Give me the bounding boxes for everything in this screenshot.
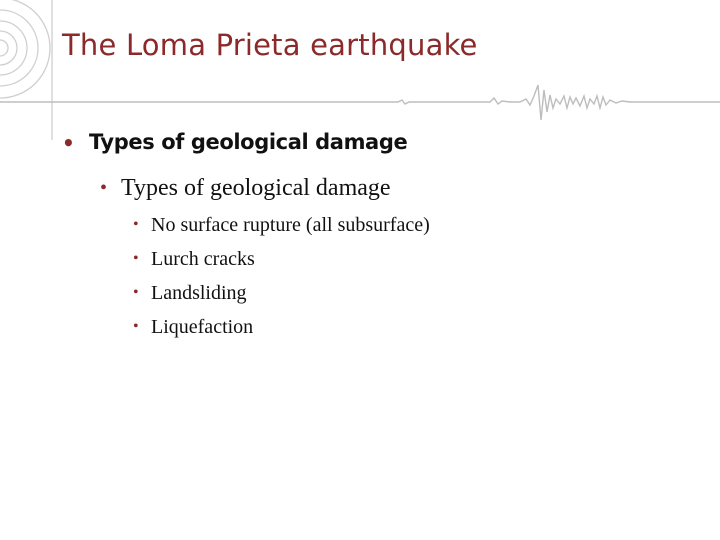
bullet-dot-icon: • bbox=[133, 216, 139, 233]
bullet-dot-icon: • bbox=[100, 177, 108, 199]
bullet-level2 bbox=[100, 175, 391, 202]
bullet-dot-icon: • bbox=[62, 131, 75, 155]
bullet-dot-icon: • bbox=[133, 318, 139, 335]
bullet-level3-text: Landsliding bbox=[151, 282, 247, 304]
bullet-level3-text: No surface rupture (all subsurface) bbox=[151, 214, 430, 236]
bullet-level3-item bbox=[133, 214, 430, 237]
bullet-level3-item bbox=[133, 282, 247, 305]
bullet-level1-text: Types of geological damage bbox=[89, 130, 408, 154]
bullet-level3-text: Lurch cracks bbox=[151, 248, 255, 270]
bullet-level1 bbox=[62, 130, 407, 154]
bullet-level3-text: Liquefaction bbox=[151, 316, 254, 338]
slide-title: The Loma Prieta earthquake bbox=[62, 28, 478, 62]
bullet-dot-icon: • bbox=[133, 284, 139, 301]
bullet-level2-text: Types of geological damage bbox=[121, 175, 391, 201]
seismograph-line-decoration bbox=[0, 0, 720, 140]
bullet-level3-item bbox=[133, 248, 255, 271]
bullet-dot-icon: • bbox=[133, 250, 139, 267]
bullet-level3-item bbox=[133, 316, 253, 339]
